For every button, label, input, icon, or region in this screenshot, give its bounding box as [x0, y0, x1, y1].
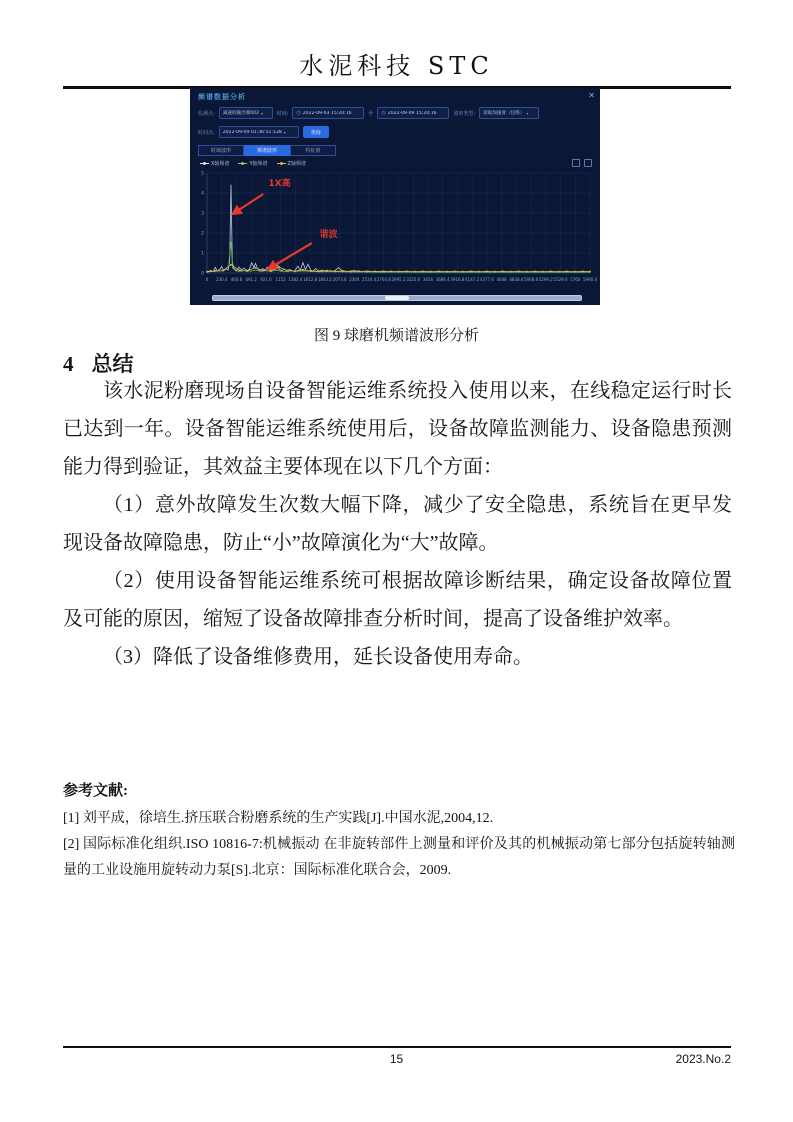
- series-point: [318, 270, 320, 272]
- restore-icon[interactable]: [572, 159, 580, 167]
- series-point: [294, 270, 296, 272]
- legend-item-x-axis[interactable]: [200, 160, 229, 167]
- legend-marker: [277, 162, 286, 165]
- series-point: [478, 271, 480, 273]
- footer-rule: [63, 1046, 731, 1048]
- x-tick-label: 4608: [496, 277, 507, 282]
- query-button[interactable]: 查询: [303, 126, 329, 138]
- x-tick-label: 4147.2: [465, 277, 480, 282]
- series-point: [262, 270, 264, 272]
- spectrum-analysis-panel: [190, 88, 600, 305]
- chart-toolbox: [572, 159, 592, 167]
- time-start-input[interactable]: [292, 107, 364, 119]
- series-point: [222, 270, 224, 272]
- x-tick-label: 4377.6: [479, 277, 494, 282]
- time-label: 时间:: [276, 110, 289, 117]
- series-point: [438, 270, 440, 272]
- series-point: [534, 270, 536, 272]
- y-tick-label: 3: [201, 211, 204, 217]
- series-point: [246, 270, 248, 272]
- annotation-label: 谐波: [319, 230, 338, 240]
- annotation-label: 1X高: [268, 179, 291, 189]
- x-tick-label: 5990.4: [583, 277, 597, 282]
- x-tick-label: 691.2: [245, 277, 257, 282]
- legend-label: Z轴频谱: [287, 161, 306, 167]
- x-tick-label: 3916.8: [450, 277, 465, 282]
- annotation-arrow: [233, 194, 264, 214]
- x-tick-label: 5529.6: [553, 277, 568, 282]
- clock-icon: ◷: [381, 110, 386, 116]
- legend-label: X轴频谱: [211, 161, 230, 167]
- time-separator: 至: [368, 110, 374, 117]
- page-number: 15: [389, 1052, 404, 1066]
- x-tick-label: 5068.8: [524, 277, 539, 282]
- series-point: [390, 270, 392, 272]
- series-point: [462, 271, 464, 273]
- save-image-icon[interactable]: [584, 159, 592, 167]
- series-point: [542, 271, 544, 273]
- annotation-arrow: [268, 243, 311, 269]
- legend-item-y-axis[interactable]: [238, 160, 267, 167]
- series-point: [406, 270, 408, 272]
- legend-marker: [238, 162, 247, 165]
- close-icon[interactable]: ✕: [588, 91, 595, 100]
- series-point: [334, 270, 336, 272]
- legend-item-z-axis[interactable]: [277, 160, 306, 167]
- time-point-select[interactable]: [219, 126, 299, 138]
- series-point: [446, 271, 448, 273]
- series-point: [526, 271, 528, 273]
- series-point: [574, 271, 576, 273]
- paragraph: 该水泥粉磨现场自设备智能运维系统投入使用以来，在线稳定运行时长已达到一年。设备智能运维系统使用后，设备故障监测能力、设备隐患预测能力得到验证，其效益主要体现在以下几个方面：: [63, 380, 732, 478]
- section-number: 4: [63, 352, 74, 376]
- series-point: [374, 270, 376, 272]
- series-point: [350, 271, 352, 273]
- x-tick-label: 1382.4: [288, 277, 303, 282]
- series-point: [230, 264, 232, 266]
- y-tick-label: 2: [201, 231, 204, 237]
- x-tick-label: 460.8: [230, 277, 243, 282]
- series-point: [286, 270, 288, 272]
- references-heading: 参考文献:: [63, 783, 128, 799]
- series-point: [566, 270, 568, 272]
- chevron-down-icon: ▾: [526, 110, 529, 116]
- x-tick-label: 1612.8: [303, 277, 318, 282]
- panel-title: 频谱数据分析: [198, 93, 246, 101]
- series-point: [454, 270, 456, 272]
- x-tick-label: 2304: [349, 277, 360, 282]
- scrollbar-handle[interactable]: [385, 296, 409, 300]
- series-point: [414, 271, 416, 273]
- series-point: [302, 269, 304, 271]
- series-point: [366, 271, 368, 273]
- y-tick-label: 5: [201, 171, 204, 177]
- x-tick-label: 3225.6: [406, 277, 421, 282]
- journal-header-title: 水泥科技 STC: [299, 52, 494, 80]
- series-point: [510, 271, 512, 273]
- x-tick-label: 4838.4: [509, 277, 524, 282]
- section-title: 总结: [91, 352, 134, 376]
- time-end-input[interactable]: [377, 107, 449, 119]
- spectrum-chart: [190, 169, 600, 291]
- body-text: [63, 372, 732, 676]
- waveform-tabs: [198, 145, 336, 156]
- monitor-point-label: 监测点:: [198, 110, 215, 117]
- series-point: [502, 270, 504, 272]
- paragraph: （1）意外故障发生次数大幅下降，减少了安全隐患，系统旨在更早发现设备故障隐患，防止“小”故障演化为“大”故障。: [63, 494, 732, 554]
- y-tick-label: 1: [201, 251, 204, 257]
- references-section: [63, 779, 735, 884]
- series-point: [558, 271, 560, 273]
- series-point: [430, 271, 432, 273]
- y-tick-label: 0: [201, 271, 204, 277]
- y-tick-label: 4: [201, 191, 204, 197]
- legend-label: Y轴频谱: [249, 161, 268, 167]
- time-end-value: 2022-09-09 15:20:16: [387, 110, 437, 116]
- series-point: [518, 270, 520, 272]
- series-point: [310, 270, 312, 272]
- time-start-value: 2022-09-03 15:20:16: [302, 110, 352, 116]
- x-tick-label: 2764.8: [376, 277, 391, 282]
- x-tick-label: 2995.2: [391, 277, 406, 282]
- x-tick-label: 5299.2: [538, 277, 553, 282]
- series-point: [342, 270, 344, 272]
- series-point: [398, 271, 400, 273]
- x-tick-label: 2073.6: [332, 277, 347, 282]
- series-point: [270, 270, 272, 272]
- time-point-value: 2022-09-09 01:36:51:128: [222, 129, 282, 135]
- wave-type-value: 读取加速度（包络）: [483, 111, 525, 116]
- x-tick-label: 1152: [275, 277, 286, 282]
- tab-feature-value[interactable]: 特征值: [290, 145, 336, 156]
- series-point: [358, 270, 360, 272]
- series-point: [206, 271, 208, 273]
- x-tick-label: 3686.4: [435, 277, 450, 282]
- wave-type-label: 波形类型:: [453, 110, 476, 117]
- tab-spectrum[interactable]: 频谱波形: [244, 145, 290, 156]
- wave-type-select[interactable]: [479, 107, 539, 119]
- x-tick-label: 921.6: [260, 277, 272, 282]
- series-point: [470, 270, 472, 272]
- x-tick-label: 3456: [422, 277, 434, 282]
- x-tick-label: 0: [205, 277, 209, 282]
- x-tick-label: 1843.2: [317, 277, 332, 282]
- monitor-point-value: 减速机输出端002: [222, 111, 260, 116]
- series-point: [238, 269, 240, 271]
- chart-zoom-scrollbar[interactable]: [212, 295, 582, 301]
- panel-titlebar: [190, 90, 600, 104]
- tab-time-domain[interactable]: 时域波形: [198, 145, 244, 156]
- x-tick-label: 230.4: [216, 277, 228, 282]
- series-point: [589, 271, 591, 273]
- series-point: [278, 266, 280, 268]
- reference-item: [1] 刘平成，徐培生.挤压联合粉磨系统的生产实践[J].中国水泥,2004,12.: [63, 811, 494, 826]
- figure-caption: 图 9 球磨机频谱波形分析: [313, 328, 479, 344]
- series-point: [254, 267, 256, 269]
- clock-icon: ◷: [296, 110, 301, 116]
- chevron-down-icon: ▾: [261, 110, 264, 116]
- series-point: [382, 271, 384, 273]
- x-tick-label: 5760: [570, 277, 581, 282]
- paragraph: （2）使用设备智能运维系统可根据故障诊断结果，确定设备故障位置及可能的原因，缩短了设备故障排查分析时间，提高了设备维护效率。: [63, 570, 732, 630]
- filter-row-1: [198, 107, 539, 119]
- reference-item: [2] 国际标准化组织.ISO 10816-7:机械振动 在非旋转部件上测量和评价及其的机械振动第七部分包括旋转轴测量的工业设施用旋转动力泵[S].北京：国际标准化联合会，2009.: [63, 837, 735, 878]
- x-tick-label: 2534.4: [362, 277, 377, 282]
- series-point: [550, 270, 552, 272]
- series-point: [326, 270, 328, 272]
- chevron-down-icon: ▾: [283, 129, 286, 135]
- issue-number: 2023.No.2: [675, 1052, 731, 1066]
- series-point: [486, 270, 488, 272]
- chart-legend: [200, 160, 306, 167]
- paragraph: （3）降低了设备维修费用，延长设备使用寿命。: [103, 646, 533, 668]
- series-point: [494, 271, 496, 273]
- series-point: [422, 270, 424, 272]
- legend-marker: [200, 162, 209, 165]
- time-point-label: 时间点:: [198, 129, 215, 136]
- series-point: [582, 270, 584, 272]
- filter-row-2: [198, 126, 329, 138]
- monitor-point-select[interactable]: [219, 107, 273, 119]
- series-point: [214, 270, 216, 272]
